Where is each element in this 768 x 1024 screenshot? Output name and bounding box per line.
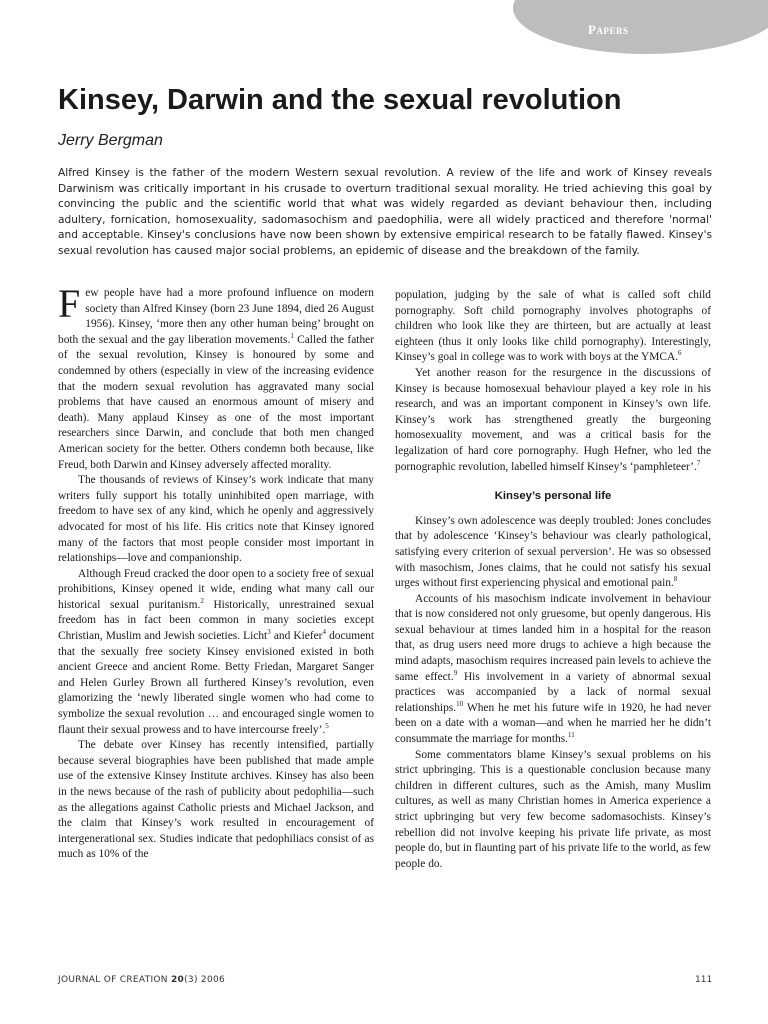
page-number: 111 xyxy=(695,975,713,985)
footnote-ref: 9 xyxy=(453,668,458,677)
abstract: Alfred Kinsey is the father of the modern Western sexual revolution. A review of the life and work of Kinsey reveals Darwinism was critically important in his crusade to overturn traditional sexual morality. He tried achieving this goal by convincing the public and the scientific world that what was widely regarded as deviant behaviour then, including adultery, fornication, homosexuality, sadomasochism and paedophilia, were all widely practiced and therefore 'normal' and acceptable. Kinsey's conclusions have now been shown by extensive empirical research to be fatally flawed. Kinsey's sexual revolution has caused major social problems, an epidemic of disease and the breakdown of the family. xyxy=(58,167,712,257)
paragraph: The debate over Kinsey has recently intensified, partially because several biographies have been published that made ample use of the extensive Kinsey Institute archives. Kinsey has also been in the news because of the rash of publicity about pedophilia—such as the allegations against Catholic priests and Michael Jackson, and the claim that Kinsey’s work resulted in encouragement of intergenerational sex. Studies indicate that pedophiliacs consist of as much as 10% of the xyxy=(58,739,374,861)
paragraph: Kinsey’s own adolescence was deeply troubled: Jones concludes that by adolescence ‘Kinsey’s behaviour was clearly pathological, satisfying every criterion of sexual perversion’. He was so obsessed with masochism, Jones claims, that he could not satisfy his sexual urges without first experiencing physical and emotional pain.$^8$ xyxy=(395,514,711,590)
paragraph: Yet another reason for the resurgence in the discussions of Kinsey is because homosexual behaviour played a key role in his research, and was an important component in Kinsey’s own life. Kinsey’s work has strengthened greatly the burgeoning homosexuality movement, and was a critical basis for the legalization of hard core pornography. Hugh Hefner, who led the pornographic revolution, labelled himself Kinsey’s ‘pamphleteer’.$^7$ xyxy=(395,366,711,473)
paragraph: Some commentators blame Kinsey’s sexual problems on his strict upbringing. This is a questionable conclusion because many children in different cultures, such as the Amish, many Muslim cultures, as well as many Christian homes in America experience a strict upbringing but very few become sadomasochists. Kinsey’s rebellion did not involve keeping his private life private, as most people do, but in flaunting part of his private life to the world, as few people do. xyxy=(395,748,711,870)
left-column xyxy=(58,281,375,863)
drop-cap: F xyxy=(58,281,81,326)
section-tab xyxy=(513,0,768,54)
footnote-ref: 1 xyxy=(290,331,294,340)
footnote-ref: 4 xyxy=(322,628,326,637)
journal-citation: JOURNAL OF CREATION 20(3) 2006 xyxy=(58,975,226,985)
footnote-ref: 11 xyxy=(568,731,575,740)
paragraph: Accounts of his masochism indicate involvement in behaviour that is now considered not only gruesome, but openly dangerous. His sexual behaviour at times landed him in a hospital for the reason that, as drug users need more drugs to achieve a high because the mind adapts, masochism requires increased pain levels to achieve the same effect.$^9$ His involvement in a variety of abnormal sexual practices was accompanied by a lack of normal sexual relationships.$^{10}$ When he met his future wife in 1920, he had never been on a date with a woman—and when he married her he didn’t consummate the marriage for months.$^{11}$ xyxy=(395,592,711,746)
footnote-ref: 6 xyxy=(678,349,682,358)
footnote-ref: 10 xyxy=(456,700,464,709)
paragraph: Although Freud cracked the door open to a society free of sexual prohibitions, Kinsey opened it wide, ending what many call our historical sexual puritanism.$^2$ Historically, unrestrained sexual freedom has in fact been common in many societies except Christian, Muslim and Jewish societies. Licht$^3$ and Kiefer$^4$ document that the sexually free society Kinsey envisioned existed in both ancient Greece and ancient Rome. Betty Friedan, Margaret Sanger and Helen Gurley Brown all furthered Kinsey’s revolution, even glamorizing the ‘newly liberated single women who had come to symbolize the sexual revolution … and encouraged single women to flaunt their sexual prowess and to have intercourse freely’.$^5$ xyxy=(58,567,375,736)
footnote-ref: 3 xyxy=(267,628,271,637)
paragraph: Few people have had a more profound influence on modern society than Alfred Kinsey (born 23 June 1894, died 26 August 1956). Kinsey, ‘more then any other human being’ brought on both the sexual and the gay liberation movements.$^1$ Called the father of the sexual revolution, Kinsey is honoured by some and condemned by others (especially in view of the increasing evidence that the modern sexual revolution has aggravated many social problems that have caused an enormous amount of misery and death). Many applaud Kinsey as one of the most important researchers since Darwin, and conclude that both men changed American society for the better. Others condemn both because, like Freud, both Darwin and Kinsey adversely affected morality. xyxy=(58,281,374,471)
section-label: Papers xyxy=(588,22,629,37)
footnote-ref: 2 xyxy=(200,597,204,606)
article-title: Kinsey, Darwin and the sexual revolution xyxy=(58,84,622,116)
footnote-ref: 8 xyxy=(673,575,678,584)
footnote-ref: 7 xyxy=(696,458,701,467)
volume-number: 20 xyxy=(170,975,185,985)
section-heading: Kinsey’s personal life xyxy=(494,490,612,503)
paragraph: The thousands of reviews of Kinsey’s work indicate that many writers fully support his totally uninhibited open marriage, with freedom to have sex of any kind, which he openly and aggressively advocated for most of his life. His critics note that Kinsey ignored many of the factors that most people consider most important in relationships—love and companionship. xyxy=(58,474,374,565)
footnote-ref: 5 xyxy=(325,721,329,730)
right-column xyxy=(395,288,711,872)
author-name: Jerry Bergman xyxy=(58,132,163,149)
paragraph: population, judging by the sale of what is called soft child pornography. Soft child pornography involves photographs of children who look like they are thirteen, but are actually at least eighteen (thus it only looks like child pornography). Interestingly, Kinsey’s goal in college was to work with boys at the YMCA.$^6$ xyxy=(395,289,711,364)
